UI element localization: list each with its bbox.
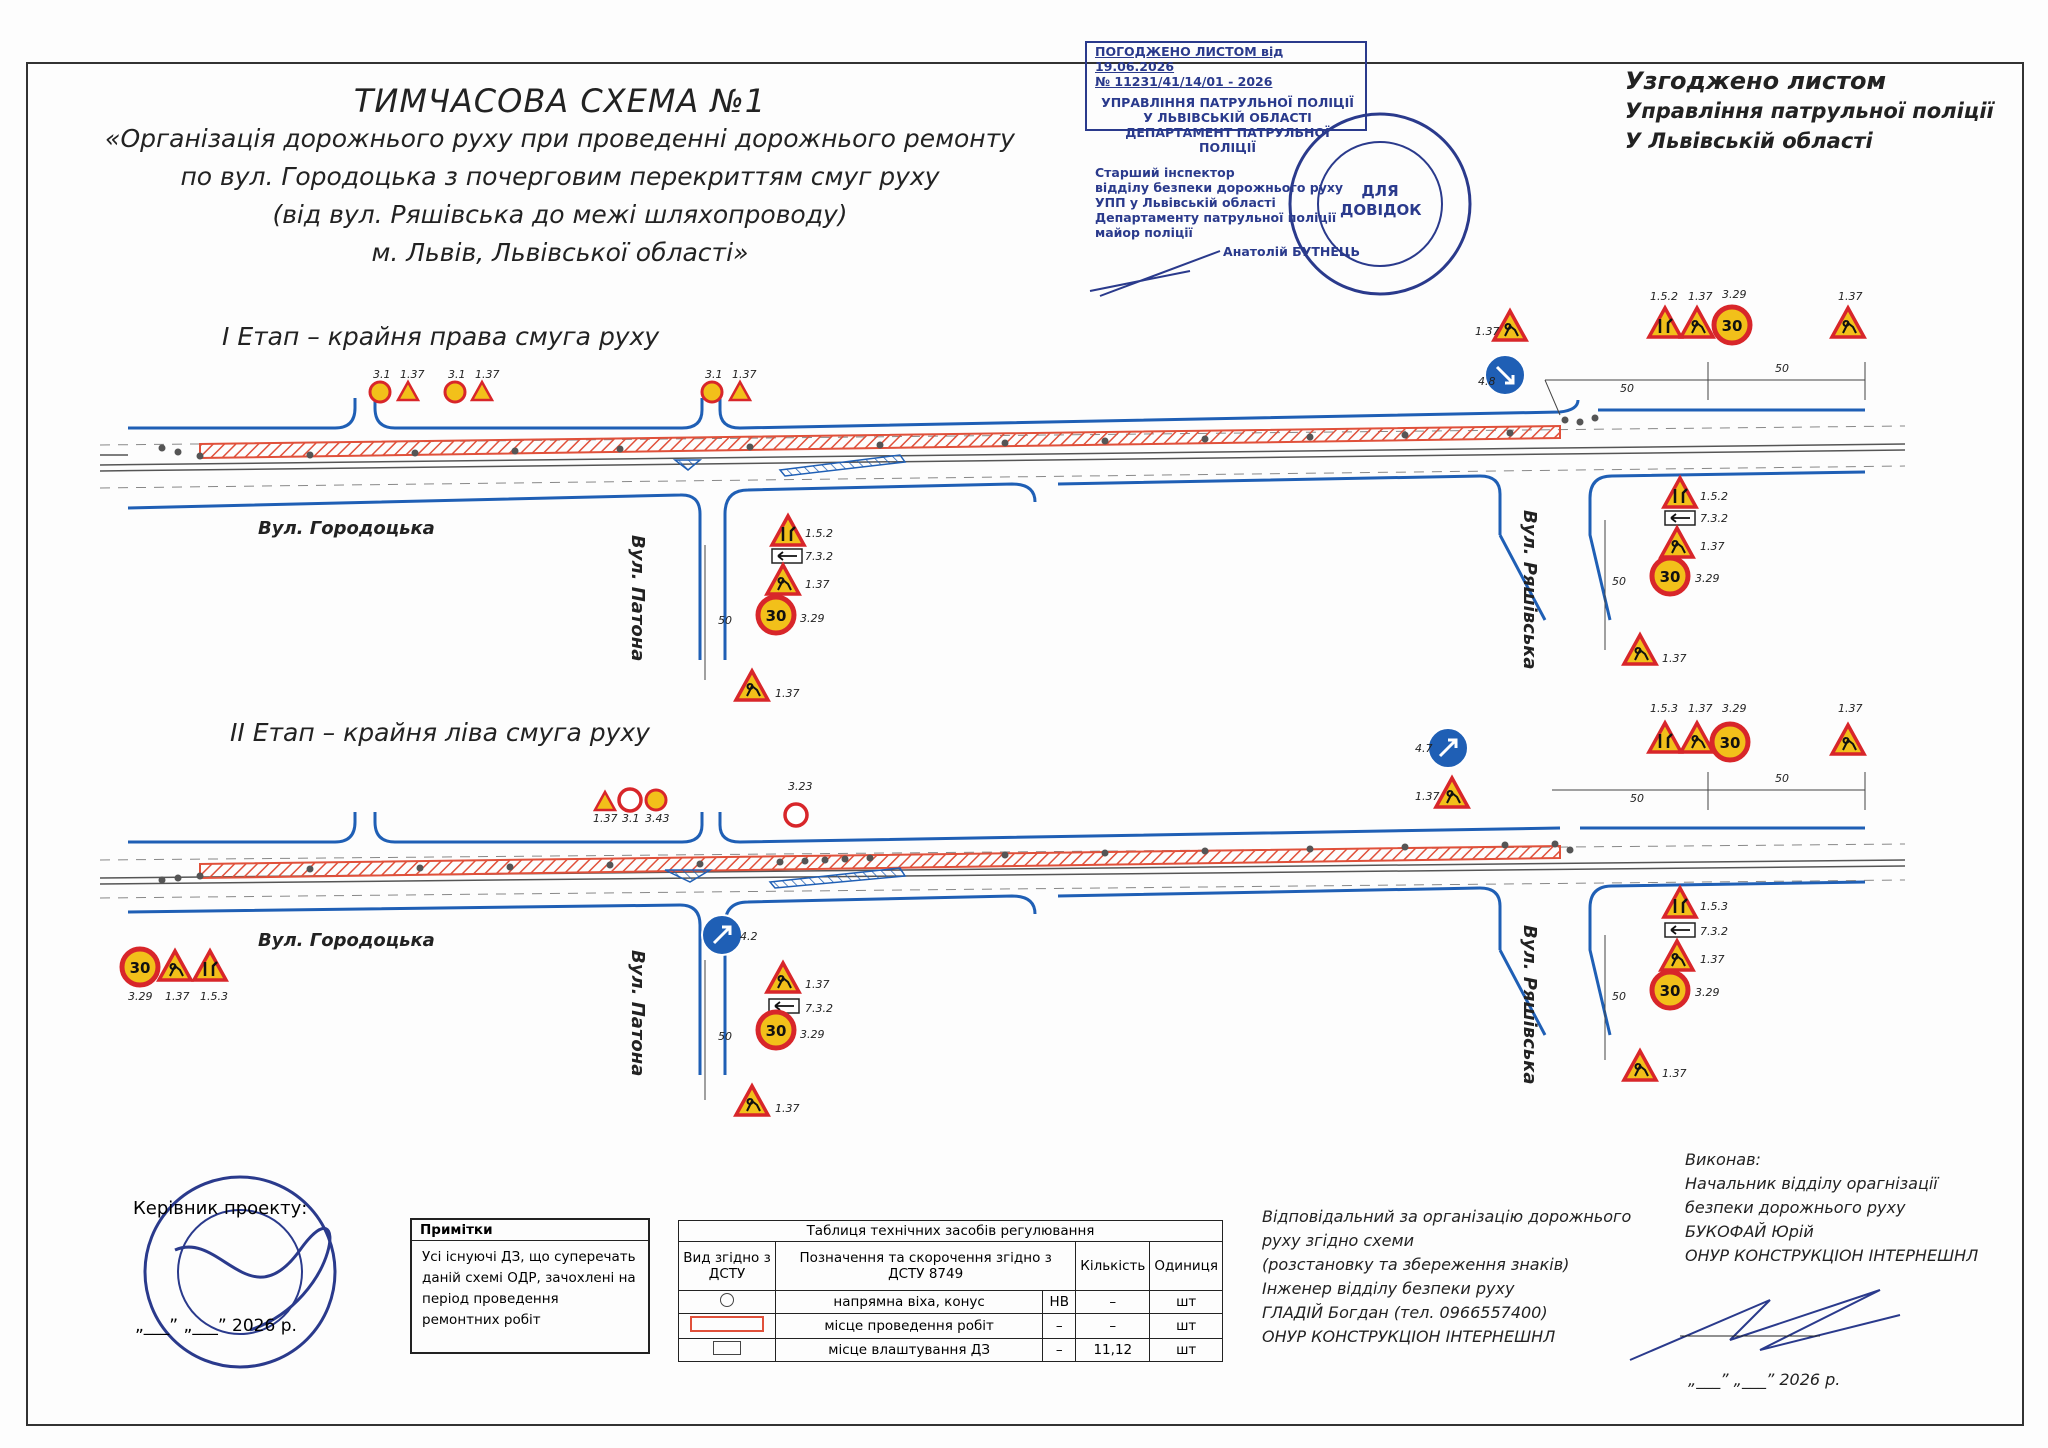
label-4-8: 4.8 (1478, 375, 1496, 388)
label-1-37: 1.37 (165, 990, 190, 1003)
street-label-horodotska: Вул. Городоцька (258, 930, 435, 951)
speed-value: 30 (765, 607, 787, 625)
speed-value: 30 (1719, 734, 1741, 752)
label-1-37: 1.37 (1688, 290, 1713, 303)
table-row (679, 1291, 1223, 1314)
plate-7-3-2-icon (1665, 511, 1695, 525)
stage2-label: ІІ Етап – крайня ліва смуга руху (230, 718, 650, 747)
table-title: Таблиця технічних засобів регулювання (679, 1221, 1223, 1242)
label-dist-50: 50 (718, 1030, 732, 1043)
responsible-line: Відповідальний за організацію дорожнього (1262, 1207, 1632, 1226)
sign-1-5-2-icon (772, 516, 804, 545)
table-cell: – (1076, 1314, 1150, 1339)
label-3-29: 3.29 (128, 990, 153, 1003)
stamp-pos: Департаменту патрульної поліції (1095, 210, 1337, 225)
label-1-37: 1.37 (1662, 652, 1687, 665)
label-1-37: 1.37 (1700, 953, 1725, 966)
table-cell: шт (1150, 1339, 1223, 1362)
sign-4-2-icon (702, 915, 742, 955)
stage1-signs (370, 307, 1864, 700)
notes-body: Усі існуючі ДЗ, що суперечать даній схемі ОДР, зачохлені на період проведення ремонтних робіт (422, 1249, 636, 1328)
label-4-2: 4.2 (740, 930, 758, 943)
equipment-table (678, 1220, 1223, 1362)
label-1-37: 1.37 (775, 1102, 800, 1115)
speed-value: 30 (765, 1022, 787, 1040)
label-3-29: 3.29 (1722, 288, 1747, 301)
executor-line: Виконав: (1685, 1150, 1761, 1169)
work-zone-symbol-icon (679, 1314, 776, 1339)
executor-line: БУКОФАЙ Юрій (1685, 1222, 1814, 1241)
label-1-37: 1.37 (1838, 702, 1863, 715)
table-cell: – (1043, 1339, 1076, 1362)
label-dist-50: 50 (1775, 772, 1789, 785)
label-1-37: 1.37 (593, 812, 618, 825)
table-cell: місце влаштування ДЗ (776, 1339, 1043, 1362)
sign-1-37-icon (1436, 778, 1468, 807)
round-stamp-center: ДЛЯ ДОВІДОК (1340, 182, 1422, 219)
approval-line: Узгоджено листом (1625, 67, 1887, 95)
notes-header: Примітки (412, 1220, 648, 1241)
stamp-pos: Старший інспектор (1095, 165, 1235, 180)
responsible-line: Інженер відділу безпеки руху (1262, 1279, 1515, 1298)
sign-1-37-icon (1832, 308, 1864, 337)
label-1-5-2: 1.5.2 (1700, 490, 1728, 503)
label-1-37: 1.37 (732, 368, 757, 381)
label-1-37: 1.37 (1688, 702, 1713, 715)
speed-value: 30 (1659, 982, 1681, 1000)
sign-4-7-icon (1428, 728, 1468, 768)
sign-1-37-icon (398, 382, 418, 400)
table-col-header: Позначення та скорочення згідно з ДСТУ 8749 (776, 1242, 1076, 1291)
sign-1-37-icon (1832, 725, 1864, 754)
label-1-37: 1.37 (775, 687, 800, 700)
stage2-signs (122, 723, 1864, 1115)
label-dist-50: 50 (718, 614, 732, 627)
sign-1-37-icon (1681, 308, 1713, 337)
street-label-horodotska: Вул. Городоцька (258, 518, 435, 539)
table-cell: – (1043, 1314, 1076, 1339)
sign-1-37-icon (472, 382, 492, 400)
label-1-5-2: 1.5.2 (1650, 290, 1678, 303)
speed-value: 30 (1659, 568, 1681, 586)
table-col-header: Кількість (1076, 1242, 1150, 1291)
label-1-5-3: 1.5.3 (1650, 702, 1678, 715)
label-1-5-2: 1.5.2 (805, 527, 833, 540)
stage1-label: І Етап – крайня права смуга руху (222, 322, 660, 351)
label-dist-50: 50 (1612, 990, 1626, 1003)
label-1-37: 1.37 (475, 368, 500, 381)
sign-1-37-icon (1624, 1051, 1656, 1080)
sign-1-37-icon (159, 951, 191, 980)
label-1-37: 1.37 (805, 578, 830, 591)
sign-1-37-icon (1661, 528, 1693, 557)
table-cell: шт (1150, 1291, 1223, 1314)
sign-1-37-icon (767, 963, 799, 992)
sign-1-37-icon (767, 565, 799, 594)
label-1-5-3: 1.5.3 (1700, 900, 1728, 913)
responsible-line: руху згідно схеми (1262, 1231, 1414, 1250)
sign-1-5-2-icon (1649, 308, 1681, 337)
street-label-patona: Вул. Патона (627, 950, 648, 1077)
executor-line: безпеки дорожнього руху (1685, 1198, 1906, 1217)
table-col-header: Одиниця (1150, 1242, 1223, 1291)
manager-date: „___” „___” 2026 р. (135, 1316, 297, 1336)
label-3-29: 3.29 (1722, 702, 1747, 715)
label-1-37: 1.37 (400, 368, 425, 381)
plate-7-3-2-icon (1665, 923, 1695, 937)
signature-icon (1630, 1290, 1900, 1360)
responsible-line: (розстановку та збереження знаків) (1262, 1255, 1570, 1274)
label-7-3-2: 7.3.2 (805, 1002, 833, 1015)
label-dist-50: 50 (1630, 792, 1644, 805)
sign-1-37-icon (1661, 941, 1693, 970)
label-3-1: 3.1 (705, 368, 723, 381)
stamp-pos: УПП у Львівській області (1095, 195, 1276, 210)
label-4-7: 4.7 (1415, 742, 1433, 755)
label-7-3-2: 7.3.2 (1700, 512, 1728, 525)
sign-1-5-3-icon (194, 951, 226, 980)
label-1-37: 1.37 (1415, 790, 1440, 803)
label-1-37: 1.37 (1662, 1067, 1687, 1080)
approval-line: У Львівській області (1625, 129, 1873, 153)
sign-3-1-icon (445, 382, 465, 402)
stamp-name: Анатолій БУТНЕЦЬ (1223, 244, 1360, 259)
responsible-line: ГЛАДІЙ Богдан (тел. 0966557400) (1262, 1303, 1548, 1322)
label-3-29: 3.29 (1695, 572, 1720, 585)
label-1-37: 1.37 (805, 978, 830, 991)
sign-1-37-icon (736, 671, 768, 700)
table-cell: місце проведення робіт (776, 1314, 1043, 1339)
executor-line: Начальник відділу орагнізації (1685, 1174, 1938, 1193)
stamp-org: У ЛЬВІВСЬКІЙ ОБЛАСТІ (1143, 110, 1312, 125)
label-3-1: 3.1 (373, 368, 391, 381)
label-dist-50: 50 (1612, 575, 1626, 588)
table-cell: шт (1150, 1314, 1223, 1339)
sign-1-37-icon (730, 382, 750, 400)
sign-1-37-icon (736, 1086, 768, 1115)
plate-7-3-2-icon (772, 549, 802, 563)
title-line: м. Львів, Львівської області» (371, 238, 749, 267)
manager-label: Керівник проекту: (133, 1198, 308, 1219)
table-cell: НВ (1043, 1291, 1076, 1314)
title-line: по вул. Городоцька з почерговим перекриттям смуг руху (180, 162, 940, 191)
title-main: ТИМЧАСОВА СХЕМА №1 (353, 82, 767, 120)
stamp-pos: майор поліції (1095, 225, 1193, 240)
title-line: «Організація дорожнього руху при проведенні дорожнього ремонту (105, 124, 1015, 153)
table-cell: 11,12 (1076, 1339, 1150, 1362)
sign-1-5-2-icon (1664, 478, 1696, 507)
title-line: (від вул. Ряшівська до межі шляхопроводу) (272, 200, 848, 229)
speed-value: 30 (1721, 317, 1743, 335)
label-3-23: 3.23 (788, 780, 813, 793)
street-label-patona: Вул. Патона (627, 535, 648, 662)
label-7-3-2: 7.3.2 (805, 550, 833, 563)
label-1-37: 1.37 (1475, 325, 1500, 338)
label-3-29: 3.29 (800, 612, 825, 625)
notes-box (410, 1218, 650, 1354)
label-3-29: 3.29 (1695, 986, 1720, 999)
street-label-riashivska: Вул. Ряшівська (1519, 510, 1540, 670)
responsible-block (1262, 1205, 1631, 1349)
label-3-1: 3.1 (622, 812, 640, 825)
cone-symbol-icon (679, 1291, 776, 1314)
label-3-1: 3.1 (448, 368, 466, 381)
sign-3-1-icon (702, 382, 722, 402)
executor-block (1685, 1148, 1978, 1268)
responsible-line: ОНУР КОНСТРУКЦІОН ІНТЕРНЕШНЛ (1262, 1327, 1556, 1346)
label-3-43: 3.43 (645, 812, 670, 825)
sign-1-37-icon (595, 792, 615, 810)
label-3-29: 3.29 (800, 1028, 825, 1041)
table-row (679, 1339, 1223, 1362)
sign-1-5-3-icon (1664, 888, 1696, 917)
table-cell: – (1076, 1291, 1150, 1314)
sign-3-43-icon (646, 790, 666, 810)
executor-line: ОНУР КОНСТРУКЦІОН ІНТЕРНЕШНЛ (1685, 1246, 1979, 1265)
stamp-pos: відділу безпеки дорожнього руху (1095, 180, 1344, 195)
label-dist-50: 50 (1620, 382, 1634, 395)
sign-3-1-icon (370, 382, 390, 402)
sign-place-symbol-icon (679, 1339, 776, 1362)
sign-3-23-icon (785, 804, 807, 826)
stamp-agreed: ПОГОДЖЕНО ЛИСТОМ від 19.06.2026 (1095, 44, 1284, 74)
table-col-header: Вид згідно з ДСТУ (679, 1242, 776, 1291)
sign-labels (128, 288, 1863, 1115)
stamp-org: ДЕПАРТАМЕНТ ПАТРУЛЬНОЇ ПОЛІЦІЇ (1125, 125, 1330, 155)
sign-1-5-3-icon (1649, 723, 1681, 752)
label-dist-50: 50 (1775, 362, 1789, 375)
label-1-37: 1.37 (1700, 540, 1725, 553)
speed-value: 30 (129, 959, 151, 977)
executor-date: „___” „___” 2026 р. (1688, 1370, 1841, 1389)
street-label-riashivska: Вул. Ряшівська (1519, 925, 1540, 1085)
table-cell: напрямна віха, конус (776, 1291, 1043, 1314)
label-1-5-3: 1.5.3 (200, 990, 228, 1003)
label-1-37: 1.37 (1838, 290, 1863, 303)
stamp-number: № 11231/41/14/01 - 2026 (1095, 74, 1273, 89)
sign-1-37-icon (1624, 635, 1656, 664)
table-row (679, 1314, 1223, 1339)
approval-line: Управління патрульної поліції (1625, 99, 1994, 123)
label-7-3-2: 7.3.2 (1700, 925, 1728, 938)
signature-icon (175, 1228, 330, 1330)
stamp-org: УПРАВЛІННЯ ПАТРУЛЬНОЇ ПОЛІЦІЇ (1101, 95, 1354, 110)
sign-1-37-icon (1681, 723, 1713, 752)
sign-3-1-icon (619, 789, 641, 811)
